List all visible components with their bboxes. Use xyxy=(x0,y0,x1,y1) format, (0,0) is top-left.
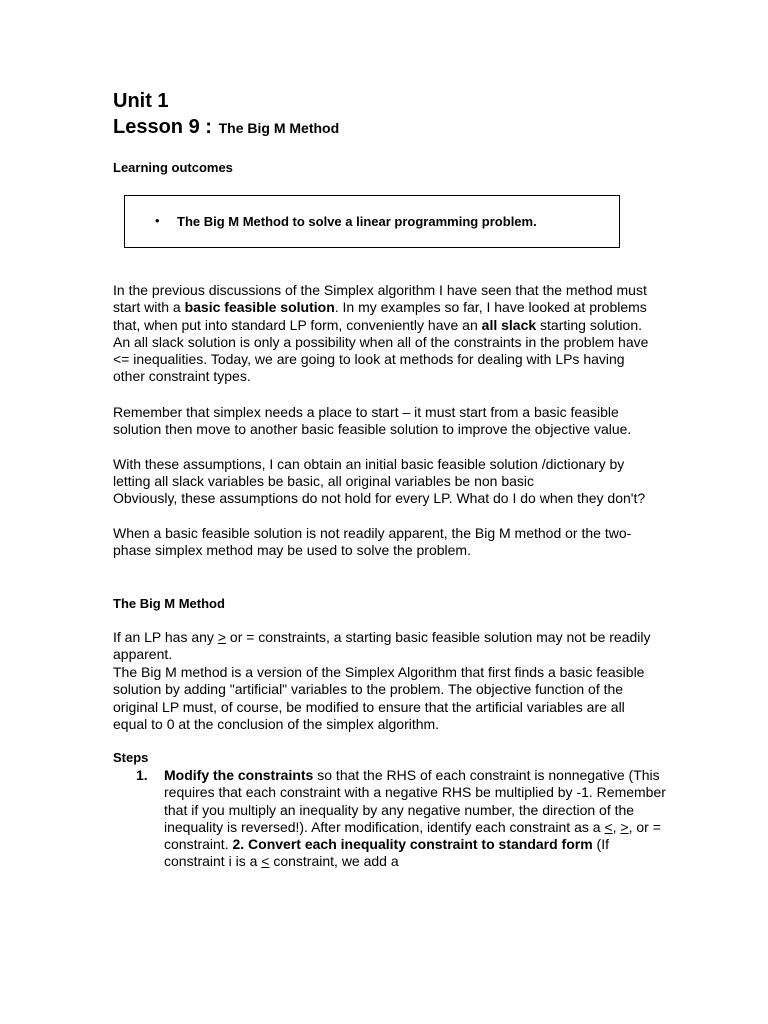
lesson-title: The Big M Method xyxy=(218,120,340,136)
step-1-title: Modify the constraints xyxy=(164,767,314,783)
paragraph-if-lp xyxy=(113,629,658,664)
step-1-text-a: so that the RHS of each constraint is nonnegative (This requires that each constraint with a negative RHS be multiplied by -1. Remember that if you multiply an inequality by any negative number, the direction of the inequality is reversed!). After modification, identify each constraint as a xyxy=(164,767,666,835)
step-2-text-b: constraint, we add a xyxy=(269,853,399,870)
bullet-icon: • xyxy=(155,213,160,228)
lesson-heading xyxy=(113,113,339,141)
ge-symbol-2: > xyxy=(620,818,629,835)
outcomes-box xyxy=(124,195,620,248)
lesson-prefix: Lesson 9 : xyxy=(113,116,212,138)
step-1-body xyxy=(164,767,669,871)
paragraph-remember: Remember that simplex needs a place to start – it must start from a basic feasible solution then move to another basic feasible solution to improve the objective value. xyxy=(113,404,632,438)
le-symbol: < xyxy=(604,818,613,835)
step-2-title: 2. Convert each inequality constraint to standard form xyxy=(232,836,593,853)
step-1-comma: , xyxy=(612,818,621,835)
paragraph-obviously: Obviously, these assumptions do not hold for every LP. What do I do when they don't? xyxy=(113,490,646,506)
big-m-heading: The Big M Method xyxy=(113,596,225,611)
paragraph-when: When a basic feasible solution is not readily apparent, the Big M method or the two-phase simplex method may be used to solve the problem. xyxy=(113,525,632,559)
step-1-text-b: , or = constraint. xyxy=(164,818,661,853)
step-2-text-a: (If constraint i is a xyxy=(164,836,610,870)
le-symbol-2: < xyxy=(261,853,270,870)
intro-paragraph xyxy=(113,282,658,386)
step-1-number: 1. xyxy=(136,767,148,783)
paragraph-assumptions: With these assumptions, I can obtain an initial basic feasible solution /dictionary by letting all slack variables be basic, all original variables be non basic xyxy=(113,456,625,490)
intro-bold-bfs: basic feasible solution xyxy=(184,299,335,316)
learning-outcomes-heading: Learning outcomes xyxy=(113,160,233,175)
intro-text-e: starting solution. An all slack solution is only a possibility when all of the constraints in the problem have <= inequalities. Today, we are going to look at methods for dealing with LPs having other constraint types. xyxy=(113,316,649,385)
paragraph-big-m-version: The Big M method is a version of the Simplex Algorithm that first finds a basic feasible solution by adding "artificial" variables to the problem. The objective function of the original LP must, of course, be modified to ensure that the artificial variables are all equal to 0 at the conclusion of the simplex algorithm. xyxy=(113,664,645,732)
if-lp-text-b: or = constraints, a starting basic feasible solution may not be readily apparent. xyxy=(113,629,651,663)
steps-heading: Steps xyxy=(113,750,149,765)
if-lp-text-a: If an LP has any xyxy=(113,629,218,645)
ge-symbol: > xyxy=(217,629,227,645)
intro-bold-all-slack: all slack xyxy=(481,316,537,333)
intro-text-a: In the previous discussions of the Simplex algorithm I have seen that the method must start with a xyxy=(113,282,647,316)
outcome-item: The Big M Method to solve a linear programming problem. xyxy=(177,214,537,229)
unit-heading: Unit 1 xyxy=(113,90,169,112)
intro-text-c: . In my examples so far, I have looked at problems that, when put into standard LP form, conveniently have an xyxy=(113,299,647,333)
